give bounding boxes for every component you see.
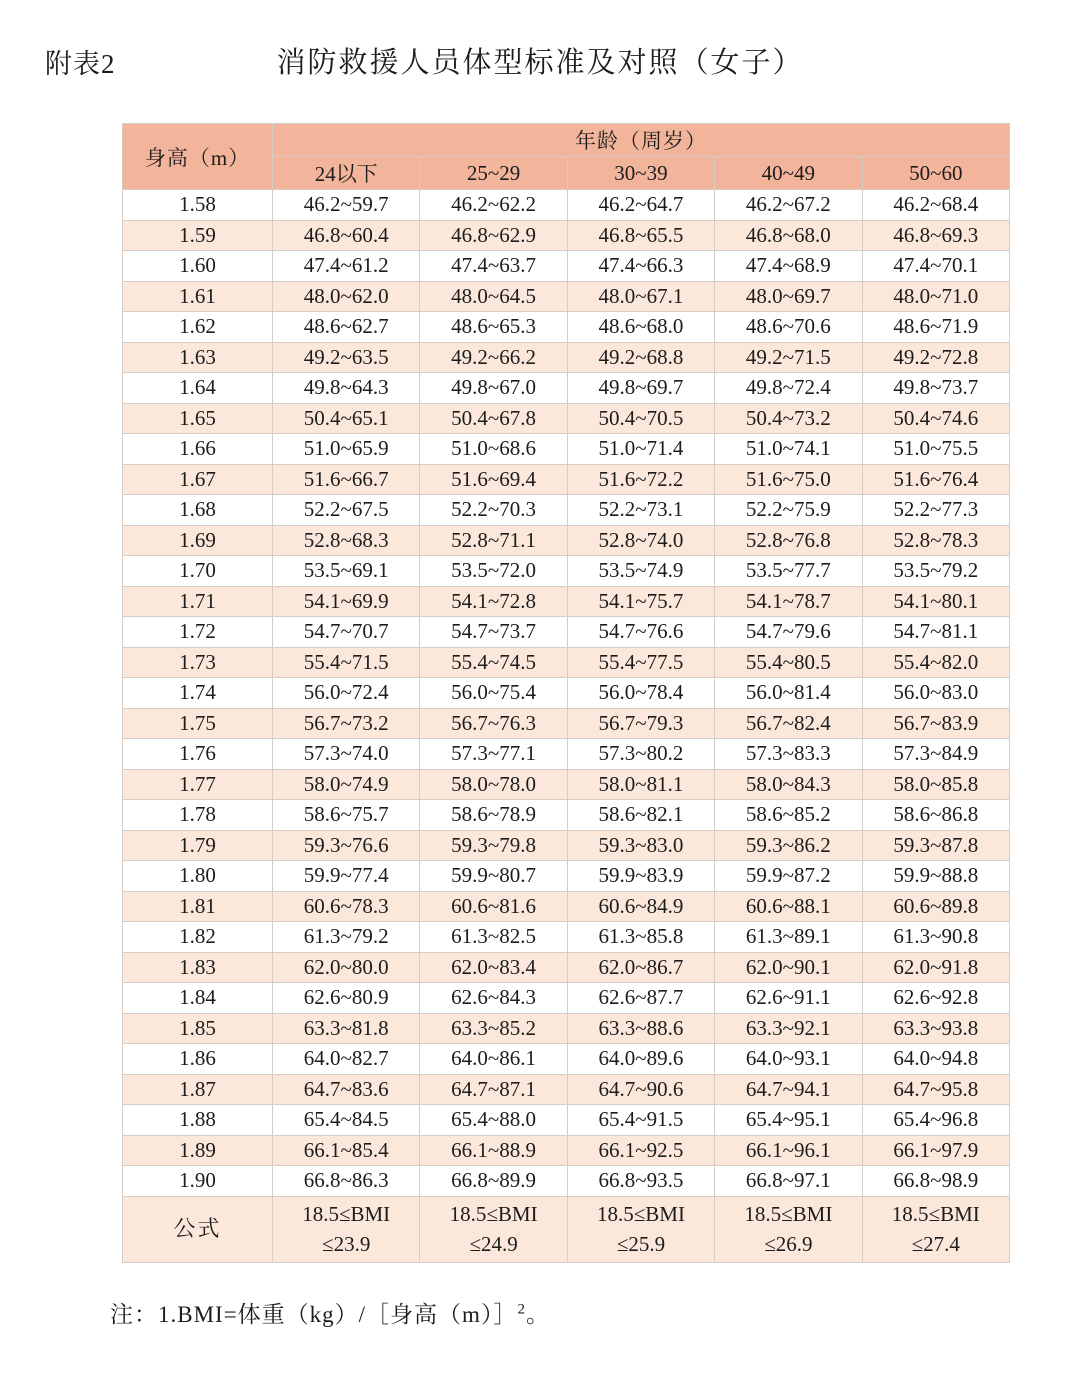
height-cell: 1.68	[123, 495, 273, 526]
weight-range-cell: 48.6~71.9	[862, 312, 1009, 343]
age-column-header: 24以下	[273, 157, 420, 190]
weight-range-cell: 62.0~91.8	[862, 952, 1009, 983]
table-row	[123, 281, 1010, 312]
formula-label-cell: 公式	[123, 1196, 273, 1262]
weight-range-cell: 54.1~80.1	[862, 586, 1009, 617]
table-row	[123, 312, 1010, 343]
age-column-header: 50~60	[862, 157, 1009, 190]
formula-line1: 18.5≤BMI	[744, 1201, 833, 1226]
bmi-standard-table	[122, 123, 1010, 1263]
weight-range-cell: 56.0~75.4	[420, 678, 567, 709]
height-cell: 1.71	[123, 586, 273, 617]
weight-range-cell: 60.6~88.1	[715, 891, 862, 922]
table-row	[123, 220, 1010, 251]
weight-range-cell: 62.0~80.0	[273, 952, 420, 983]
weight-range-cell: 57.3~84.9	[862, 739, 1009, 770]
weight-range-cell: 46.8~68.0	[715, 220, 862, 251]
height-cell: 1.84	[123, 983, 273, 1014]
table-row	[123, 342, 1010, 373]
weight-range-cell: 51.6~69.4	[420, 464, 567, 495]
weight-range-cell: 53.5~69.1	[273, 556, 420, 587]
weight-range-cell: 59.9~88.8	[862, 861, 1009, 892]
height-cell: 1.77	[123, 769, 273, 800]
weight-range-cell: 50.4~74.6	[862, 403, 1009, 434]
weight-range-cell: 52.8~78.3	[862, 525, 1009, 556]
weight-range-cell: 47.4~70.1	[862, 251, 1009, 282]
formula-line2: ≤24.9	[469, 1232, 518, 1256]
weight-range-cell: 50.4~73.2	[715, 403, 862, 434]
weight-range-cell: 55.4~74.5	[420, 647, 567, 678]
weight-range-cell: 64.7~94.1	[715, 1074, 862, 1105]
weight-range-cell: 57.3~74.0	[273, 739, 420, 770]
weight-range-cell: 47.4~61.2	[273, 251, 420, 282]
table-header	[123, 124, 1010, 190]
weight-range-cell: 66.1~88.9	[420, 1135, 567, 1166]
weight-range-cell: 54.7~81.1	[862, 617, 1009, 648]
weight-range-cell: 48.6~65.3	[420, 312, 567, 343]
weight-range-cell: 66.8~86.3	[273, 1166, 420, 1197]
weight-range-cell: 57.3~83.3	[715, 739, 862, 770]
weight-range-cell: 62.0~86.7	[567, 952, 714, 983]
table-row	[123, 983, 1010, 1014]
weight-range-cell: 51.6~72.2	[567, 464, 714, 495]
weight-range-cell: 58.6~82.1	[567, 800, 714, 831]
weight-range-cell: 55.4~71.5	[273, 647, 420, 678]
weight-range-cell: 48.6~68.0	[567, 312, 714, 343]
height-cell: 1.79	[123, 830, 273, 861]
weight-range-cell: 58.6~86.8	[862, 800, 1009, 831]
weight-range-cell: 46.2~62.2	[420, 190, 567, 221]
weight-range-cell: 64.0~86.1	[420, 1044, 567, 1075]
weight-range-cell: 46.2~59.7	[273, 190, 420, 221]
weight-range-cell: 53.5~79.2	[862, 556, 1009, 587]
formula-cell	[862, 1196, 1009, 1262]
height-cell: 1.63	[123, 342, 273, 373]
weight-range-cell: 60.6~84.9	[567, 891, 714, 922]
table-row	[123, 891, 1010, 922]
weight-range-cell: 61.3~82.5	[420, 922, 567, 953]
weight-range-cell: 66.1~96.1	[715, 1135, 862, 1166]
weight-range-cell: 66.1~92.5	[567, 1135, 714, 1166]
table-row	[123, 251, 1010, 282]
table-row	[123, 525, 1010, 556]
height-cell: 1.62	[123, 312, 273, 343]
weight-range-cell: 48.0~62.0	[273, 281, 420, 312]
weight-range-cell: 54.1~78.7	[715, 586, 862, 617]
table-row	[123, 190, 1010, 221]
weight-range-cell: 52.8~71.1	[420, 525, 567, 556]
height-cell: 1.74	[123, 678, 273, 709]
weight-range-cell: 54.1~72.8	[420, 586, 567, 617]
weight-range-cell: 48.6~62.7	[273, 312, 420, 343]
table-row	[123, 739, 1010, 770]
table-row	[123, 922, 1010, 953]
weight-range-cell: 62.6~84.3	[420, 983, 567, 1014]
height-cell: 1.69	[123, 525, 273, 556]
weight-range-cell: 66.1~97.9	[862, 1135, 1009, 1166]
weight-range-cell: 58.0~74.9	[273, 769, 420, 800]
table-footer	[123, 1196, 1010, 1262]
weight-range-cell: 52.2~77.3	[862, 495, 1009, 526]
weight-range-cell: 49.2~71.5	[715, 342, 862, 373]
height-cell: 1.76	[123, 739, 273, 770]
weight-range-cell: 48.0~64.5	[420, 281, 567, 312]
height-cell: 1.83	[123, 952, 273, 983]
weight-range-cell: 51.0~75.5	[862, 434, 1009, 465]
weight-range-cell: 58.0~81.1	[567, 769, 714, 800]
table-row	[123, 678, 1010, 709]
height-cell: 1.67	[123, 464, 273, 495]
weight-range-cell: 48.6~70.6	[715, 312, 862, 343]
weight-range-cell: 62.6~91.1	[715, 983, 862, 1014]
height-cell: 1.80	[123, 861, 273, 892]
weight-range-cell: 53.5~72.0	[420, 556, 567, 587]
weight-range-cell: 56.7~76.3	[420, 708, 567, 739]
age-group-header: 年龄（周岁）	[273, 124, 1010, 157]
height-cell: 1.59	[123, 220, 273, 251]
weight-range-cell: 59.9~80.7	[420, 861, 567, 892]
formula-line1: 18.5≤BMI	[891, 1201, 980, 1226]
weight-range-cell: 53.5~77.7	[715, 556, 862, 587]
weight-range-cell: 59.3~87.8	[862, 830, 1009, 861]
height-cell: 1.81	[123, 891, 273, 922]
weight-range-cell: 48.0~71.0	[862, 281, 1009, 312]
table-row	[123, 1135, 1010, 1166]
weight-range-cell: 54.1~75.7	[567, 586, 714, 617]
formula-line2: ≤25.9	[616, 1232, 666, 1256]
weight-range-cell: 58.0~78.0	[420, 769, 567, 800]
weight-range-cell: 49.2~68.8	[567, 342, 714, 373]
weight-range-cell: 57.3~77.1	[420, 739, 567, 770]
weight-range-cell: 46.2~64.7	[567, 190, 714, 221]
table-row	[123, 373, 1010, 404]
weight-range-cell: 62.6~80.9	[273, 983, 420, 1014]
weight-range-cell: 61.3~90.8	[862, 922, 1009, 953]
weight-range-cell: 64.0~82.7	[273, 1044, 420, 1075]
weight-range-cell: 63.3~93.8	[862, 1013, 1009, 1044]
weight-range-cell: 66.1~85.4	[273, 1135, 420, 1166]
weight-range-cell: 65.4~91.5	[567, 1105, 714, 1136]
weight-range-cell: 59.9~83.9	[567, 861, 714, 892]
weight-range-cell: 54.7~70.7	[273, 617, 420, 648]
weight-range-cell: 63.3~81.8	[273, 1013, 420, 1044]
weight-range-cell: 48.0~67.1	[567, 281, 714, 312]
table-row	[123, 1074, 1010, 1105]
weight-range-cell: 65.4~95.1	[715, 1105, 862, 1136]
weight-range-cell: 60.6~78.3	[273, 891, 420, 922]
weight-range-cell: 56.7~82.4	[715, 708, 862, 739]
table-row	[123, 1166, 1010, 1197]
weight-range-cell: 51.6~75.0	[715, 464, 862, 495]
footnote-text: 注：1.BMI=体重（kg）/［身高（m）］	[110, 1302, 518, 1327]
weight-range-cell: 54.1~69.9	[273, 586, 420, 617]
weight-range-cell: 50.4~67.8	[420, 403, 567, 434]
weight-range-cell: 49.8~69.7	[567, 373, 714, 404]
formula-line2: ≤23.9	[322, 1232, 371, 1256]
table-row	[123, 403, 1010, 434]
weight-range-cell: 64.0~89.6	[567, 1044, 714, 1075]
weight-range-cell: 59.9~87.2	[715, 861, 862, 892]
formula-cell	[715, 1196, 862, 1262]
weight-range-cell: 46.8~65.5	[567, 220, 714, 251]
table-row	[123, 1044, 1010, 1075]
weight-range-cell: 56.0~78.4	[567, 678, 714, 709]
table-row	[123, 800, 1010, 831]
weight-range-cell: 58.6~75.7	[273, 800, 420, 831]
age-column-header: 25~29	[420, 157, 567, 190]
table-row	[123, 708, 1010, 739]
weight-range-cell: 64.7~83.6	[273, 1074, 420, 1105]
formula-cell	[420, 1196, 567, 1262]
formula-line1: 18.5≤BMI	[597, 1201, 685, 1226]
appendix-label: 附表2	[45, 49, 116, 79]
weight-range-cell: 46.2~67.2	[715, 190, 862, 221]
weight-range-cell: 49.8~73.7	[862, 373, 1009, 404]
height-cell: 1.66	[123, 434, 273, 465]
weight-range-cell: 51.6~76.4	[862, 464, 1009, 495]
weight-range-cell: 58.6~85.2	[715, 800, 862, 831]
weight-range-cell: 64.7~95.8	[862, 1074, 1009, 1105]
weight-range-cell: 52.2~70.3	[420, 495, 567, 526]
age-column-header: 30~39	[567, 157, 714, 190]
height-cell: 1.87	[123, 1074, 273, 1105]
weight-range-cell: 51.0~68.6	[420, 434, 567, 465]
weight-range-cell: 66.8~93.5	[567, 1166, 714, 1197]
page-title: 消防救援人员体型标准及对照（女子）	[276, 47, 804, 79]
weight-range-cell: 66.8~97.1	[715, 1166, 862, 1197]
weight-range-cell: 50.4~70.5	[567, 403, 714, 434]
table-row	[123, 952, 1010, 983]
weight-range-cell: 62.6~92.8	[862, 983, 1009, 1014]
footnote	[110, 1296, 550, 1329]
weight-range-cell: 54.7~76.6	[567, 617, 714, 648]
table-row	[123, 830, 1010, 861]
table-row	[123, 617, 1010, 648]
weight-range-cell: 61.3~89.1	[715, 922, 862, 953]
weight-range-cell: 54.7~73.7	[420, 617, 567, 648]
weight-range-cell: 58.0~85.8	[862, 769, 1009, 800]
table-row	[123, 464, 1010, 495]
weight-range-cell: 66.8~89.9	[420, 1166, 567, 1197]
weight-range-cell: 51.0~65.9	[273, 434, 420, 465]
height-cell: 1.82	[123, 922, 273, 953]
weight-range-cell: 52.2~73.1	[567, 495, 714, 526]
weight-range-cell: 63.3~92.1	[715, 1013, 862, 1044]
weight-range-cell: 57.3~80.2	[567, 739, 714, 770]
weight-range-cell: 62.0~83.4	[420, 952, 567, 983]
weight-range-cell: 47.4~66.3	[567, 251, 714, 282]
weight-range-cell: 64.7~87.1	[420, 1074, 567, 1105]
formula-cell	[567, 1196, 714, 1262]
height-cell: 1.64	[123, 373, 273, 404]
weight-range-cell: 59.3~83.0	[567, 830, 714, 861]
weight-range-cell: 61.3~79.2	[273, 922, 420, 953]
height-cell: 1.70	[123, 556, 273, 587]
weight-range-cell: 49.8~64.3	[273, 373, 420, 404]
height-cell: 1.72	[123, 617, 273, 648]
formula-cell	[273, 1196, 420, 1262]
weight-range-cell: 66.8~98.9	[862, 1166, 1009, 1197]
weight-range-cell: 54.7~79.6	[715, 617, 862, 648]
height-cell: 1.65	[123, 403, 273, 434]
formula-line1: 18.5≤BMI	[449, 1201, 538, 1226]
weight-range-cell: 52.2~75.9	[715, 495, 862, 526]
weight-range-cell: 55.4~80.5	[715, 647, 862, 678]
formula-line1: 18.5≤BMI	[302, 1201, 391, 1226]
weight-range-cell: 46.8~60.4	[273, 220, 420, 251]
table-row	[123, 1105, 1010, 1136]
weight-range-cell: 64.0~93.1	[715, 1044, 862, 1075]
weight-range-cell: 50.4~65.1	[273, 403, 420, 434]
weight-range-cell: 56.7~79.3	[567, 708, 714, 739]
height-cell: 1.58	[123, 190, 273, 221]
weight-range-cell: 56.0~81.4	[715, 678, 862, 709]
weight-range-cell: 47.4~68.9	[715, 251, 862, 282]
weight-range-cell: 62.6~87.7	[567, 983, 714, 1014]
height-cell: 1.90	[123, 1166, 273, 1197]
weight-range-cell: 55.4~77.5	[567, 647, 714, 678]
table-row	[123, 647, 1010, 678]
table-row	[123, 1013, 1010, 1044]
weight-range-cell: 51.6~66.7	[273, 464, 420, 495]
weight-range-cell: 59.3~79.8	[420, 830, 567, 861]
document-header	[0, 40, 1080, 80]
weight-range-cell: 62.0~90.1	[715, 952, 862, 983]
weight-range-cell: 58.0~84.3	[715, 769, 862, 800]
table-body	[123, 190, 1010, 1197]
table-row	[123, 556, 1010, 587]
weight-range-cell: 52.8~76.8	[715, 525, 862, 556]
weight-range-cell: 56.0~72.4	[273, 678, 420, 709]
weight-range-cell: 49.2~72.8	[862, 342, 1009, 373]
weight-range-cell: 49.8~72.4	[715, 373, 862, 404]
weight-range-cell: 56.0~83.0	[862, 678, 1009, 709]
weight-range-cell: 65.4~88.0	[420, 1105, 567, 1136]
weight-range-cell: 56.7~73.2	[273, 708, 420, 739]
weight-range-cell: 48.0~69.7	[715, 281, 862, 312]
weight-range-cell: 63.3~85.2	[420, 1013, 567, 1044]
weight-range-cell: 56.7~83.9	[862, 708, 1009, 739]
weight-range-cell: 59.3~76.6	[273, 830, 420, 861]
weight-range-cell: 65.4~84.5	[273, 1105, 420, 1136]
weight-range-cell: 46.8~62.9	[420, 220, 567, 251]
height-column-header: 身高（m）	[123, 124, 273, 190]
weight-range-cell: 59.3~86.2	[715, 830, 862, 861]
weight-range-cell: 58.6~78.9	[420, 800, 567, 831]
weight-range-cell: 49.2~66.2	[420, 342, 567, 373]
weight-range-cell: 46.2~68.4	[862, 190, 1009, 221]
weight-range-cell: 52.8~74.0	[567, 525, 714, 556]
height-cell: 1.88	[123, 1105, 273, 1136]
weight-range-cell: 60.6~89.8	[862, 891, 1009, 922]
weight-range-cell: 51.0~71.4	[567, 434, 714, 465]
table-row	[123, 434, 1010, 465]
weight-range-cell: 52.8~68.3	[273, 525, 420, 556]
weight-range-cell: 49.2~63.5	[273, 342, 420, 373]
height-cell: 1.86	[123, 1044, 273, 1075]
age-column-header: 40~49	[715, 157, 862, 190]
weight-range-cell: 60.6~81.6	[420, 891, 567, 922]
formula-line2: ≤26.9	[764, 1232, 813, 1256]
formula-row	[123, 1196, 1010, 1262]
weight-range-cell: 46.8~69.3	[862, 220, 1009, 251]
weight-range-cell: 64.0~94.8	[862, 1044, 1009, 1075]
footnote-period: 。	[525, 1302, 550, 1327]
weight-range-cell: 64.7~90.6	[567, 1074, 714, 1105]
height-cell: 1.60	[123, 251, 273, 282]
weight-range-cell: 53.5~74.9	[567, 556, 714, 587]
weight-range-cell: 51.0~74.1	[715, 434, 862, 465]
height-cell: 1.75	[123, 708, 273, 739]
weight-range-cell: 65.4~96.8	[862, 1105, 1009, 1136]
height-cell: 1.85	[123, 1013, 273, 1044]
weight-range-cell: 47.4~63.7	[420, 251, 567, 282]
height-cell: 1.78	[123, 800, 273, 831]
weight-range-cell: 52.2~67.5	[273, 495, 420, 526]
weight-range-cell: 59.9~77.4	[273, 861, 420, 892]
table-row	[123, 769, 1010, 800]
footnote-superscript: 2	[517, 1301, 526, 1318]
weight-range-cell: 61.3~85.8	[567, 922, 714, 953]
weight-range-cell: 63.3~88.6	[567, 1013, 714, 1044]
height-cell: 1.61	[123, 281, 273, 312]
table-row	[123, 586, 1010, 617]
formula-line2: ≤27.4	[911, 1232, 960, 1256]
table-header-row-1	[123, 124, 1010, 157]
table-row	[123, 861, 1010, 892]
weight-range-cell: 55.4~82.0	[862, 647, 1009, 678]
weight-range-cell: 49.8~67.0	[420, 373, 567, 404]
height-cell: 1.89	[123, 1135, 273, 1166]
height-cell: 1.73	[123, 647, 273, 678]
table-row	[123, 495, 1010, 526]
